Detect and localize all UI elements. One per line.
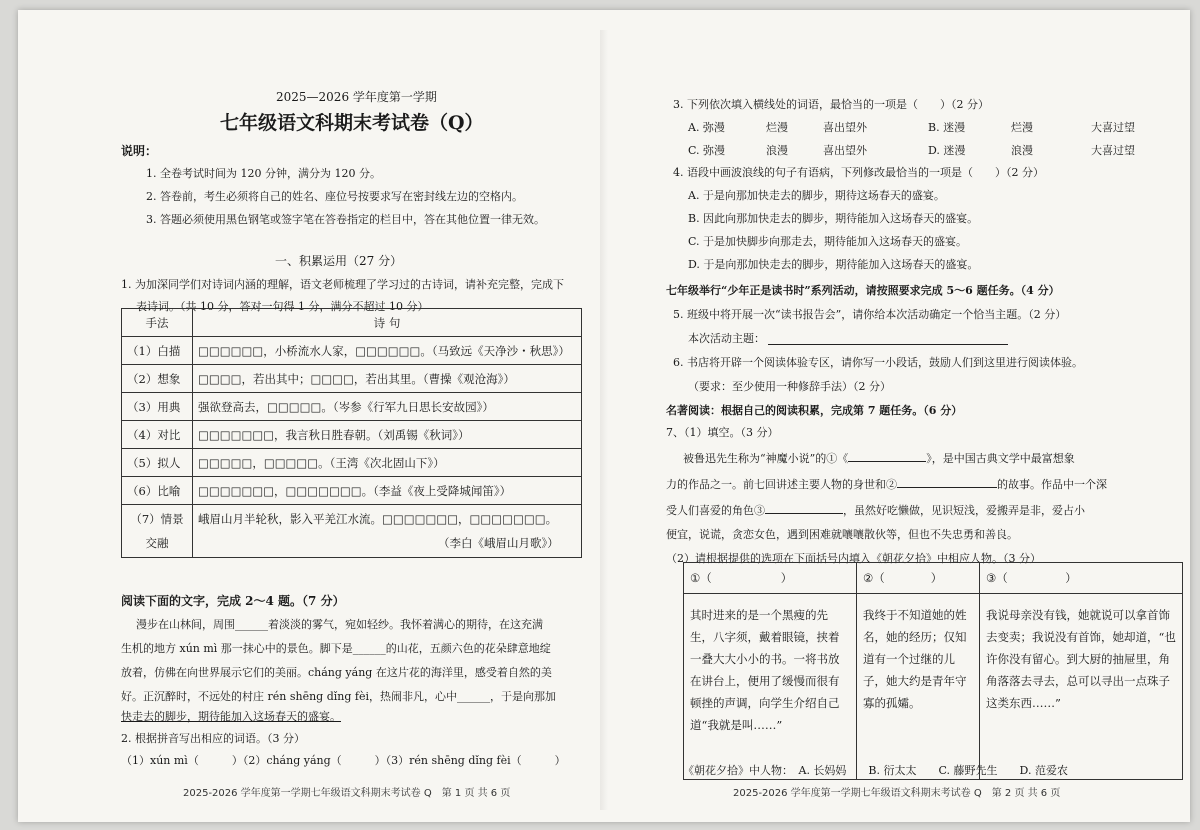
poem-line-cell: □□□□□□□，我言秋日胜春朝。（刘禹锡《秋词》） (193, 421, 582, 449)
option: 烂漫 (1011, 121, 1033, 134)
char-excerpt-2: 我终于不知道她的姓名，她的经历；仅知道有一个过继的儿子，她大约是青年守寡的孤孀。 (857, 594, 980, 780)
q3-heading: 3. 下列依次填入横线处的词语，最恰当的一项是（ ）（2 分） (673, 98, 989, 111)
option: A. 弥漫 (688, 121, 725, 134)
char-excerpt-3: 我说母亲没有钱，她就说可以拿首饰去变卖；我说没有首饰，她却道，“也许你没有留心。到大厨的抽屉里，角角落落去寻去，总可以寻出一点珠子这类东西……” (980, 594, 1183, 780)
fill-blank-1[interactable] (848, 461, 926, 462)
note-2: 2. 答卷前，考生必须将自己的姓名、座位号按要求写在密封线左边的空格内。 (146, 190, 523, 203)
char-answer-2[interactable]: ②（ ） (857, 563, 980, 594)
q7-heading: 7、（1）填空。（3 分） (666, 426, 779, 439)
fill-blank-3[interactable] (765, 513, 843, 514)
q7-text: 》，是中国古典文学中最富想象 (926, 452, 1075, 465)
poem-line: 峨眉山月半轮秋，影入平羌江水流。□□□□□□□，□□□□□□□。 (198, 512, 558, 526)
option: 喜出望外 (823, 121, 867, 134)
table-row (122, 365, 582, 393)
char-excerpt-1: 其时进来的是一个黑瘦的先生，八字须，戴着眼镜，挟着一叠大大小小的书。一将书放在讲台上，便用了缓慢而很有顿挫的声调，向学生介绍自己道“我就是叫……” (684, 594, 857, 780)
page-2 (608, 10, 1190, 822)
header-method: 手法 (122, 309, 193, 337)
page-gutter (600, 30, 608, 810)
table-row (122, 393, 582, 421)
table-row (122, 421, 582, 449)
method-cell: （6）比喻 (122, 477, 193, 505)
q2-items: （1）xún mì（ ）（2）cháng yáng（ ）（3）rén shēng dǐng fèi（ ） (121, 754, 566, 767)
poem-line-cell: □□□□，若出其中；□□□□，若出其里。（曹操《观沧海》） (193, 365, 582, 393)
note-3: 3. 答题必须使用黑色钢笔或签字笔在答卷指定的栏目中，答在其他位置一律无效。 (146, 213, 545, 226)
q7-text: 力的作品之一。前七回讲述主要人物的身世和② (666, 478, 897, 491)
q7-text-line4: 便宜，说谎，贪恋女色，遇到困难就嚷嚷散伙等，但也不失忠勇和善良。 (666, 528, 1018, 541)
q7-2-heading: （2）请根据提供的选项在下面括号内填入《朝花夕拾》中相应人物。（3 分） (666, 552, 1041, 565)
option: D. 迷漫 (928, 144, 966, 157)
method-cell: （2）想象 (122, 365, 193, 393)
option: C. 弥漫 (688, 144, 726, 157)
poetry-table (121, 308, 582, 558)
page-footer: 2025-2026 学年度第一学期七年级语文科期末考试卷 Q 第 1 页 共 6 页 (183, 788, 511, 799)
header-lines: 诗 句 (193, 309, 582, 337)
q2-heading: 2. 根据拼音写出相应的词语。（3 分） (121, 732, 305, 745)
q1-line2: 表诗词。（共 10 分，答对一句得 1 分，满分不超过 10 分） (136, 300, 429, 313)
table-header-row (684, 563, 1183, 594)
q6-requirement: （要求：至少使用一种修辞手法）（2 分） (688, 380, 891, 393)
option: 浪漫 (766, 144, 788, 157)
reading-intro: 阅读下面的文字，完成 2～4 题。（7 分） (121, 594, 345, 608)
q5-answer-label: 本次活动主题： (688, 332, 765, 345)
method-cell: （5）拟人 (122, 449, 193, 477)
option: 大喜过望 (1091, 144, 1135, 157)
passage-line: 漫步在山林间，周围______着淡淡的雾气，宛如轻纱。我怀着满心的期待，在这充满 (136, 618, 543, 631)
passage-line-underlined: 快走去的脚步，期待能加入这场春天的盛宴。 (121, 710, 341, 723)
q7-text: 被鲁迅先生称为“神魔小说”的①《 (683, 452, 849, 465)
passage-line: 好。正沉醉时，不远处的村庄 rén shēng dǐng fèi，热闹非凡，心中______，于是向那加 (121, 690, 556, 703)
q7-text-line2 (666, 476, 1107, 492)
character-choices: 《朝花夕拾》中人物： A. 长妈妈 B. 衍太太 C. 藤野先生 D. 范爱农 (683, 764, 1068, 777)
poem-line-cell: 强欲登高去，□□□□□。（岑参《行军九日思长安故园》） (193, 393, 582, 421)
passage-line: 放着，仿佛在向世界展示它们的美丽。cháng yáng 在这片花的海洋里，感受着自然的美 (121, 666, 552, 679)
q6-heading: 6. 书店将开辟一个阅读体验专区，请你写一小段话，鼓励人们到这里进行阅读体验。 (673, 356, 1083, 369)
char-answer-3[interactable]: ③（ ） (980, 563, 1183, 594)
exam-title: 七年级语文科期末考试卷（Q） (220, 112, 484, 134)
table-row (122, 337, 582, 365)
activity-intro: 七年级举行“少年正是读书时”系列活动，请按照要求完成 5～6 题任务。（4 分） (666, 284, 1060, 297)
char-answer-1[interactable]: ①（ ） (684, 563, 857, 594)
method-label-a: （7）情景 (130, 512, 184, 526)
q7-text: 的故事。作品中一个深 (997, 478, 1107, 491)
option: 烂漫 (766, 121, 788, 134)
q5-heading: 5. 班级中将开展一次“读书报告会”，请你给本次活动确定一个恰当主题。（2 分） (673, 308, 1067, 321)
passage-line: 生机的地方 xún mì 那一抹心中的景色。脚下是______的山花，五颜六色的花朵肆意地绽 (121, 642, 551, 655)
page-1 (18, 10, 603, 822)
q7-text: 受人们喜爱的角色③ (666, 504, 765, 517)
poem-line-cell: □□□□□，□□□□□。（王湾《次北固山下》） (193, 449, 582, 477)
q7-text: ，虽然好吃懒做，见识短浅，爱搬弄是非，爱占小 (843, 504, 1085, 517)
q1-line1: 1. 为加深同学们对诗词内涵的理解，语文老师梳理了学习过的古诗词，请补充完整，完成下 (121, 278, 564, 291)
q7-text-line1 (683, 450, 1075, 466)
method-cell: （4）对比 (122, 421, 193, 449)
fill-blank-2[interactable] (897, 487, 997, 488)
table-header-row (122, 309, 582, 337)
option: 大喜过望 (1091, 121, 1135, 134)
option: B. 因此向那加快走去的脚步，期待能加入这场春天的盛宴。 (688, 212, 979, 225)
table-row (122, 505, 582, 558)
method-label-b: 交融 (145, 536, 169, 550)
table-row (122, 477, 582, 505)
section-heading: 一、积累运用（27 分） (275, 254, 403, 268)
option: B. 迷漫 (928, 121, 966, 134)
poem-line-cell (193, 505, 582, 558)
q4-heading: 4. 语段中画波浪线的句子有语病，下列修改最恰当的一项是（ ）（2 分） (673, 166, 1044, 179)
poem-line-cell: □□□□□□□，□□□□□□□。（李益《夜上受降城闻笛》） (193, 477, 582, 505)
header-year: 2025—2026 学年度第一学期 (276, 90, 437, 104)
exam-sheet (18, 10, 1190, 822)
option: 喜出望外 (823, 144, 867, 157)
method-cell (122, 505, 193, 558)
method-cell: （3）用典 (122, 393, 193, 421)
page-footer: 2025-2026 学年度第一学期七年级语文科期末考试卷 Q 第 2 页 共 6 页 (733, 788, 1061, 799)
option: D. 于是向那加快走去的脚步，期待能加入这场春天的盛宴。 (688, 258, 979, 271)
note-1: 1. 全卷考试时间为 120 分钟，满分为 120 分。 (146, 167, 381, 180)
table-row (684, 594, 1183, 780)
q7-text-line3 (666, 502, 1085, 518)
character-table (683, 562, 1183, 780)
method-cell: （1）白描 (122, 337, 193, 365)
table-row (122, 449, 582, 477)
option: A. 于是向那加快走去的脚步，期待这场春天的盛宴。 (688, 189, 945, 202)
poem-line-cell: □□□□□□，小桥流水人家，□□□□□□。（马致远《天净沙・秋思》） (193, 337, 582, 365)
notes-label: 说明： (121, 144, 158, 158)
poem-source: （李白《峨眉山月歌》） (438, 536, 559, 550)
q5-answer-line[interactable] (768, 344, 1008, 345)
option: C. 于是加快脚步向那走去，期待能加入这场春天的盛宴。 (688, 235, 968, 248)
option: 浪漫 (1011, 144, 1033, 157)
mingzhu-intro: 名著阅读：根据自己的阅读积累，完成第 7 题任务。（6 分） (666, 404, 963, 417)
